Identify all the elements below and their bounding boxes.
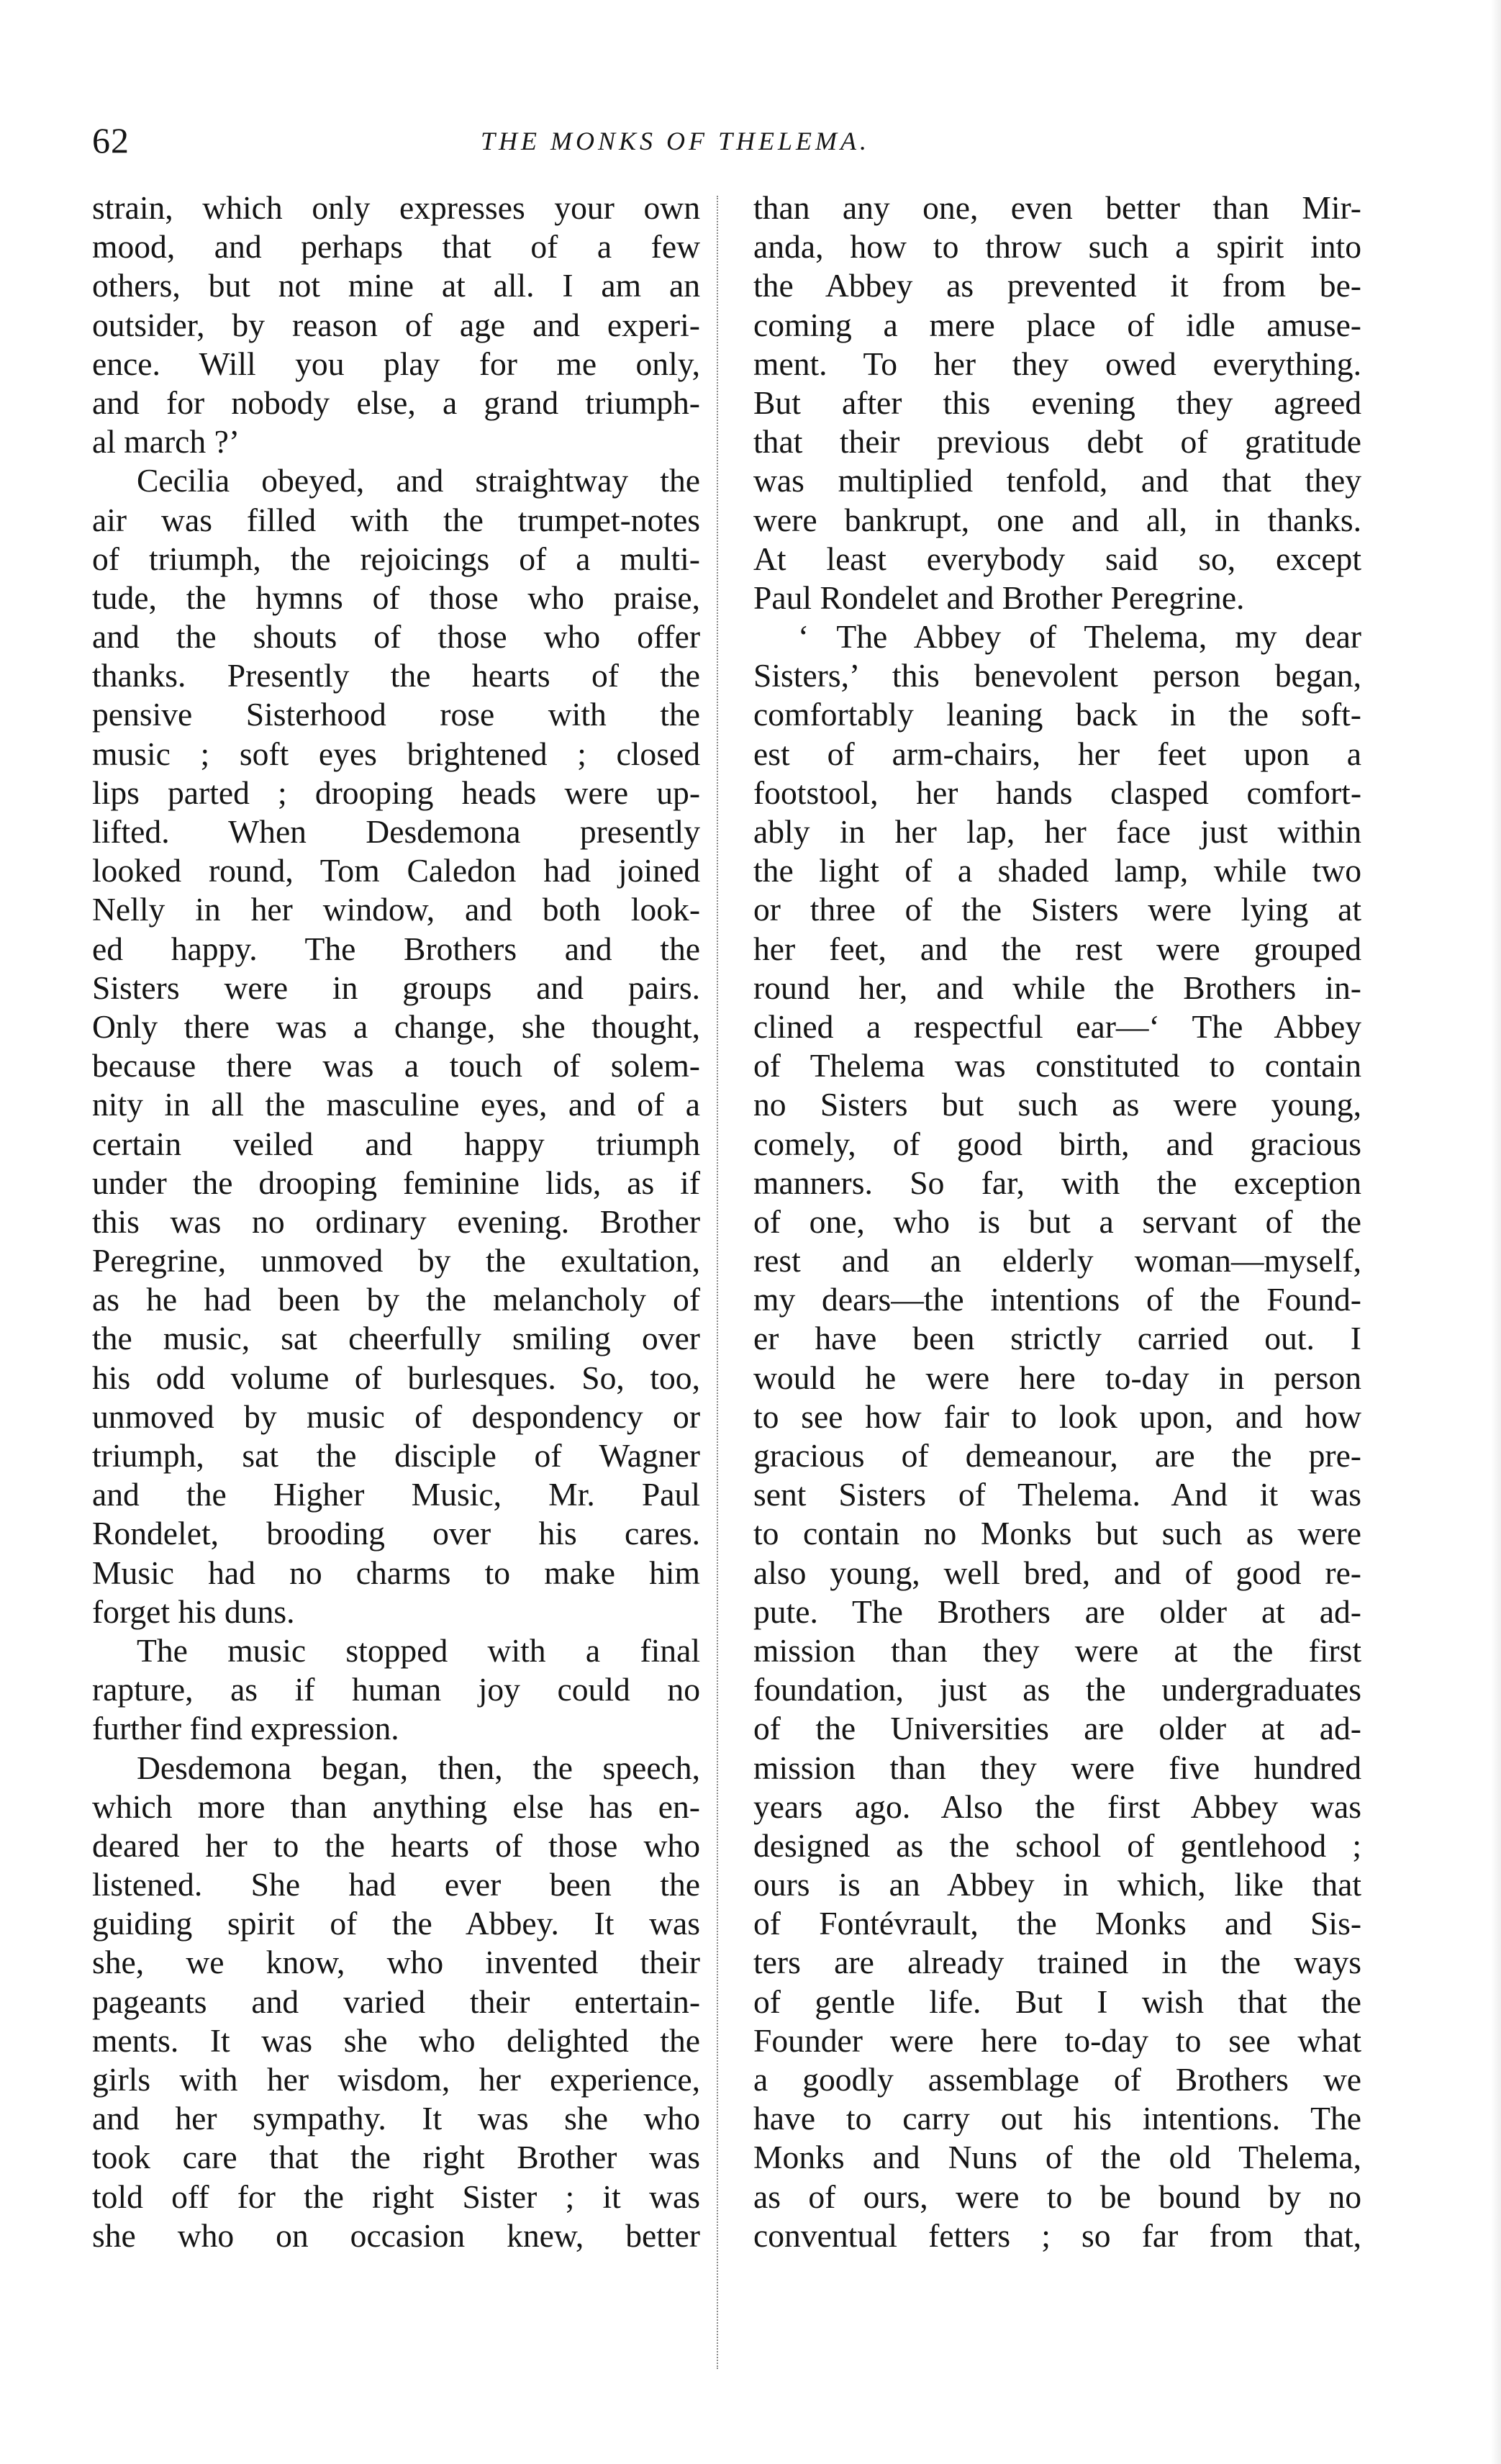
right-text-column: [753, 189, 1361, 2255]
text-line: lifted. When Desdemona presently: [92, 813, 700, 850]
text-line: unmoved by music of despondency or: [92, 1398, 700, 1435]
text-line: because there was a touch of solem-: [92, 1047, 700, 1084]
text-line: and the shouts of those who offer: [92, 618, 700, 656]
text-line: gracious of demeanour, are the pre-: [753, 1437, 1361, 1474]
text-line: mission than they were at the first: [753, 1631, 1361, 1669]
text-line: comely, of good birth, and gracious: [753, 1125, 1361, 1162]
text-line: est of arm-chairs, her feet upon a: [753, 735, 1361, 772]
text-line: she, we know, who invented their: [92, 1944, 700, 1981]
text-line: nity in all the masculine eyes, and of a: [92, 1086, 700, 1123]
text-line: certain veiled and happy triumph: [92, 1125, 700, 1162]
text-line: further find expression.: [92, 1710, 399, 1747]
text-line: Music had no charms to make him: [92, 1554, 700, 1591]
text-line: Cecilia obeyed, and straightway the: [137, 462, 700, 499]
page-header: [92, 115, 1359, 166]
text-line: no Sisters but such as were young,: [753, 1086, 1361, 1123]
text-line: his odd volume of burlesques. So, too,: [92, 1359, 700, 1396]
text-line: ed happy. The Brothers and the: [92, 930, 700, 967]
text-line: comfortably leaning back in the soft-: [753, 696, 1361, 733]
text-line: sent Sisters of Thelema. And it was: [753, 1476, 1361, 1513]
text-line: thanks. Presently the hearts of the: [92, 657, 700, 694]
text-line: ment. To her they owed everything.: [753, 345, 1361, 382]
text-line: Nelly in her window, and both look-: [92, 891, 700, 928]
text-line: deared her to the hearts of those who: [92, 1826, 700, 1864]
text-line: conventual fetters ; so far from that,: [753, 2216, 1361, 2254]
text-line: the music, sat cheerfully smiling over: [92, 1320, 700, 1357]
text-line: anda, how to throw such a spirit into: [753, 228, 1361, 266]
text-line: But after this evening they agreed: [753, 384, 1361, 421]
text-line: lips parted ; drooping heads were up-: [92, 774, 700, 811]
text-line: ments. It was she who delighted the: [92, 2021, 700, 2059]
text-line: this was no ordinary evening. Brother: [92, 1202, 700, 1240]
text-line: girls with her wisdom, her experience,: [92, 2061, 700, 2098]
text-line: pensive Sisterhood rose with the: [92, 696, 700, 733]
text-line: pute. The Brothers are older at ad-: [753, 1593, 1361, 1630]
text-line: would he were here to-day in person: [753, 1359, 1361, 1396]
text-line: rapture, as if human joy could no: [92, 1671, 700, 1708]
text-line: Only there was a change, she thought,: [92, 1007, 700, 1045]
text-line: which more than anything else has en-: [92, 1788, 700, 1825]
text-line: ‘ The Abbey of Thelema, my dear: [798, 618, 1361, 656]
text-line: strain, which only expresses your own: [92, 189, 700, 226]
text-line: of triumph, the rejoicings of a multi-: [92, 540, 700, 577]
text-line: listened. She had ever been the: [92, 1866, 700, 1903]
text-line: years ago. Also the first Abbey was: [753, 1788, 1361, 1825]
text-line: of Thelema was constituted to contain: [753, 1047, 1361, 1084]
text-line: of Fontévrault, the Monks and Sis-: [753, 1905, 1361, 1942]
text-line: as of ours, were to be bound by no: [753, 2178, 1361, 2215]
text-line: the Abbey as prevented it from be-: [753, 267, 1361, 304]
text-line: mission than they were five hundred: [753, 1749, 1361, 1786]
text-line: was multiplied tenfold, and that they: [753, 462, 1361, 499]
text-line: the light of a shaded lamp, while two: [753, 852, 1361, 889]
text-line: Monks and Nuns of the old Thelema,: [753, 2139, 1361, 2176]
text-line: and the Higher Music, Mr. Paul: [92, 1476, 700, 1513]
text-line: ably in her lap, her face just within: [753, 813, 1361, 850]
text-line: music ; soft eyes brightened ; closed: [92, 735, 700, 772]
text-line: Sisters were in groups and pairs.: [92, 969, 700, 1006]
page-number: 62: [92, 120, 130, 160]
text-line: pageants and varied their entertain-: [92, 1983, 700, 2020]
text-line: ence. Will you play for me only,: [92, 345, 700, 382]
text-line: Rondelet, brooding over his cares.: [92, 1515, 700, 1552]
text-line: triumph, sat the disciple of Wagner: [92, 1437, 700, 1474]
text-line: others, but not mine at all. I am an: [92, 267, 700, 304]
text-line: have to carry out his intentions. The: [753, 2100, 1361, 2137]
text-line: foundation, just as the undergraduates: [753, 1671, 1361, 1708]
text-line: of the Universities are older at ad-: [753, 1710, 1361, 1747]
text-line: rest and an elderly woman—myself,: [753, 1242, 1361, 1279]
text-line: er have been strictly carried out. I: [753, 1320, 1361, 1357]
text-line: air was filled with the trumpet-notes: [92, 501, 700, 538]
text-line: of one, who is but a servant of the: [753, 1202, 1361, 1240]
text-line: she who on occasion knew, better: [92, 2216, 700, 2254]
page-edge-shadow: [1491, 0, 1501, 2464]
text-line: to see how fair to look upon, and how: [753, 1398, 1361, 1435]
text-line: and for nobody else, a grand triumph-: [92, 384, 700, 421]
text-line: coming a mere place of idle amuse-: [753, 306, 1361, 343]
text-line: round her, and while the Brothers in-: [753, 969, 1361, 1006]
text-line: a goodly assemblage of Brothers we: [753, 2061, 1361, 2098]
text-line: Peregrine, unmoved by the exultation,: [92, 1242, 700, 1279]
text-line: as he had been by the melancholy of: [92, 1281, 700, 1318]
text-line: guiding spirit of the Abbey. It was: [92, 1905, 700, 1942]
text-line: Sisters,’ this benevolent person began,: [753, 657, 1361, 694]
text-line: my dears—the intentions of the Found-: [753, 1281, 1361, 1318]
text-line: footstool, her hands clasped comfort-: [753, 774, 1361, 811]
text-line: tude, the hymns of those who praise,: [92, 579, 700, 616]
text-line: under the drooping feminine lids, as if: [92, 1164, 700, 1201]
text-line: manners. So far, with the exception: [753, 1164, 1361, 1201]
text-line: forget his duns.: [92, 1593, 295, 1630]
text-line: that their previous debt of gratitude: [753, 423, 1361, 461]
text-line: told off for the right Sister ; it was: [92, 2178, 700, 2215]
text-line: Desdemona began, then, the speech,: [137, 1749, 700, 1786]
text-line: to contain no Monks but such as were: [753, 1515, 1361, 1552]
text-line: took care that the right Brother was: [92, 2139, 700, 2176]
text-line: ters are already trained in the ways: [753, 1944, 1361, 1981]
text-line: At least everybody said so, except: [753, 540, 1361, 577]
left-text-column: [92, 189, 700, 2255]
text-line: mood, and perhaps that of a few: [92, 228, 700, 266]
text-line: or three of the Sisters were lying at: [753, 891, 1361, 928]
text-line: Founder were here to-day to see what: [753, 2021, 1361, 2059]
text-line: al march ?’: [92, 423, 240, 461]
text-line: looked round, Tom Caledon had joined: [92, 852, 700, 889]
text-line: of gentle life. But I wish that the: [753, 1983, 1361, 2020]
text-line: were bankrupt, one and all, in thanks.: [753, 501, 1361, 538]
text-line: Paul Rondelet and Brother Peregrine.: [753, 579, 1245, 616]
text-line: outsider, by reason of age and experi-: [92, 306, 700, 343]
text-line: also young, well bred, and of good re-: [753, 1554, 1361, 1591]
text-line: and her sympathy. It was she who: [92, 2100, 700, 2137]
text-line: her feet, and the rest were grouped: [753, 930, 1361, 967]
text-line: clined a respectful ear—‘ The Abbey: [753, 1007, 1361, 1045]
text-line: than any one, even better than Mir-: [753, 189, 1361, 226]
running-title: THE MONKS OF THELEMA.: [481, 127, 871, 155]
column-divider: [717, 196, 718, 2369]
text-line: The music stopped with a final: [137, 1631, 700, 1669]
text-line: ours is an Abbey in which, like that: [753, 1866, 1361, 1903]
text-line: designed as the school of gentlehood ;: [753, 1826, 1361, 1864]
